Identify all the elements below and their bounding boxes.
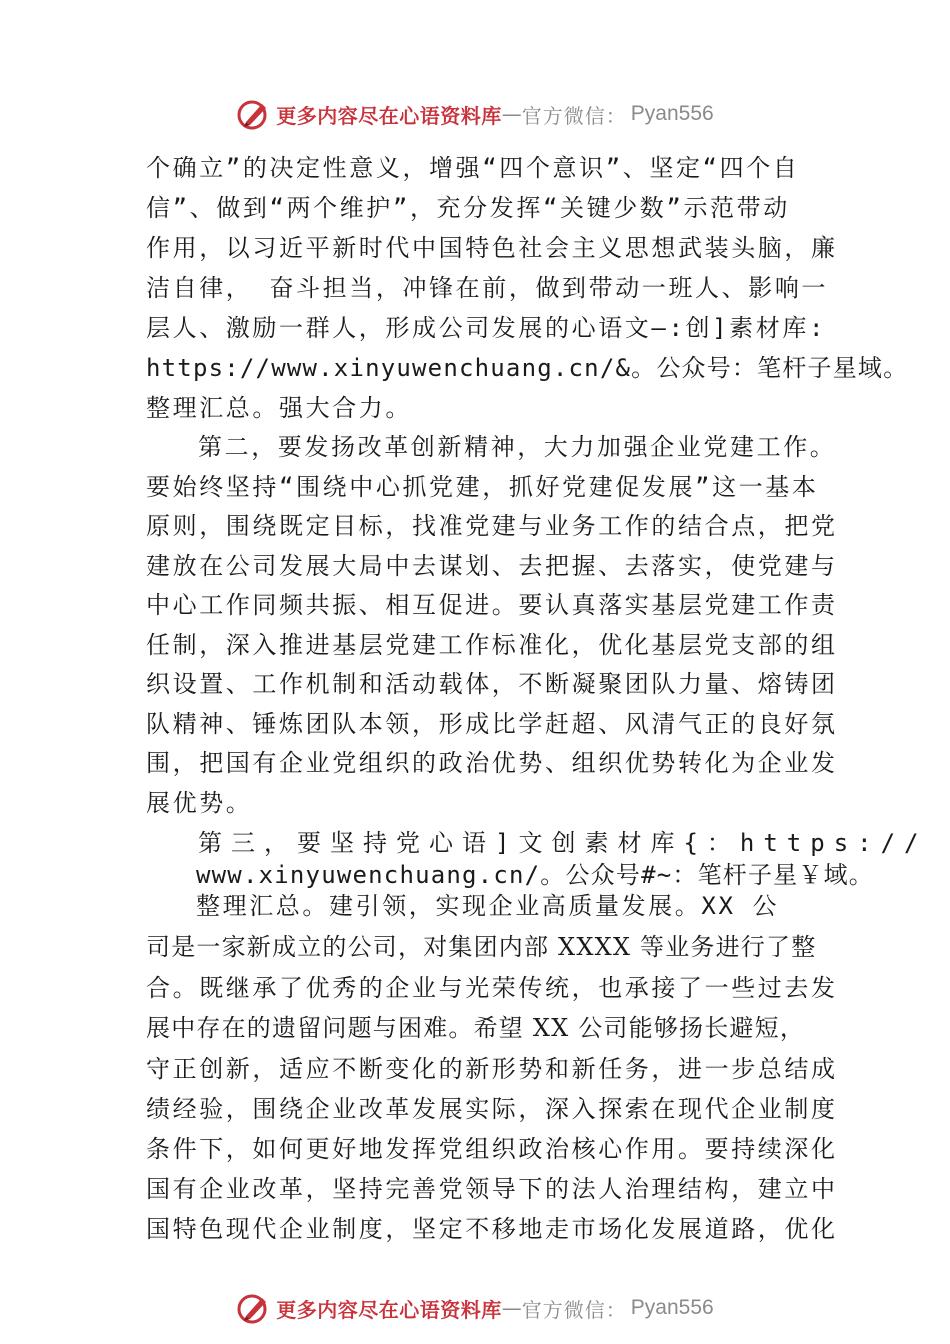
pen-logo-icon: [236, 96, 272, 132]
watermark-banner-bottom: [0, 1286, 950, 1330]
text-line: 条件下，如何更好地发挥党组织政治核心作用。要持续深化: [146, 1135, 838, 1163]
paragraph-three-heading: 第三，要坚持党心语]文创素材库{：https://: [198, 829, 928, 857]
text-line: 织设置、工作机制和活动载体，不断凝聚团队力量、熔铸团: [146, 670, 838, 698]
watermark-wechat-label: 官方微信：: [521, 1297, 627, 1322]
text-line: 合。既继承了优秀的企业与光荣传统，也承接了一些过去发: [146, 974, 838, 1002]
watermark-handle: Pyan556: [630, 102, 714, 125]
pen-logo-icon: [236, 1290, 272, 1326]
watermark-brand: 更多内容尽在心语资料库: [276, 1297, 502, 1322]
paragraph-two-heading: 第二，要发扬改革创新精神，大力加强企业党建工作。: [198, 433, 837, 461]
watermark-handle: Pyan556: [630, 1296, 714, 1319]
watermark-banner-top: [0, 92, 950, 136]
text-line: 任制，深入推进基层党建工作标准化，优化基层党支部的组: [146, 631, 838, 659]
text-line: 国有企业改革，坚持完善党领导下的法人治理结构，建立中: [146, 1175, 838, 1203]
text-line: 建放在公司发展大局中去谋划、去把握、去落实，使党建与: [146, 552, 838, 580]
text-line: 围，把国有企业党组织的政治优势、组织优势转化为企业发: [146, 749, 838, 777]
text-line: 层人、激励一群人，形成公司发展的心语文—:创]素材库:: [146, 314, 826, 342]
text-line: 要始终坚持“围绕中心抓党建，抓好党建促发展”这一基本: [146, 473, 819, 501]
text-line: 展中存在的遗留问题与困难。希望 XX 公司能够扬长避短，: [146, 1014, 806, 1042]
text-line: 国特色现代企业制度，坚定不移地走市场化发展道路，优化: [146, 1215, 838, 1243]
text-line: 整理汇总。建引领，实现企业高质量发展。XX 公: [196, 892, 780, 920]
text-line: 信”、做到“两个维护”，充分发挥“关键少数”示范带动: [146, 194, 790, 222]
text-line: 作用，以习近平新时代中国特色社会主义思想武装头脑，廉: [146, 234, 838, 262]
watermark-brand: 更多内容尽在心语资料库: [276, 103, 502, 128]
watermark-separator: —: [501, 102, 522, 126]
watermark-wechat-label: 官方微信：: [521, 103, 627, 128]
text-line: 守正创新，适应不断变化的新形势和新任务，进一步总结成: [146, 1055, 838, 1083]
text-line: 司是一家新成立的公司，对集团内部 XXXX 等业务进行了整: [146, 933, 817, 961]
text-line-url: https://www.xinyuwenchuang.cn/&。公众号：笔杆子星域。: [146, 354, 909, 382]
text-line-url: www.xinyuwenchuang.cn/。公众号#~：笔杆子星￥域。: [196, 861, 874, 889]
text-line: 队精神、锤炼团队本领，形成比学赶超、风清气正的良好氛: [146, 710, 838, 738]
text-line: 洁自律， 奋斗担当，冲锋在前，做到带动一班人、影响一: [146, 274, 829, 302]
text-line: 展优势。: [146, 789, 253, 817]
watermark-separator: —: [501, 1296, 522, 1320]
text-line: 整理汇总。强大合力。: [146, 394, 412, 422]
text-line: 个确立”的决定性意义，增强“四个意识”、坚定“四个自: [146, 154, 800, 182]
text-line: 原则，围绕既定目标，找准党建与业务工作的结合点，把党: [146, 512, 838, 540]
text-line: 中心工作同频共振、相互促进。要认真落实基层党建工作责: [146, 591, 838, 619]
text-line: 绩经验，围绕企业改革发展实际，深入探索在现代企业制度: [146, 1095, 838, 1123]
